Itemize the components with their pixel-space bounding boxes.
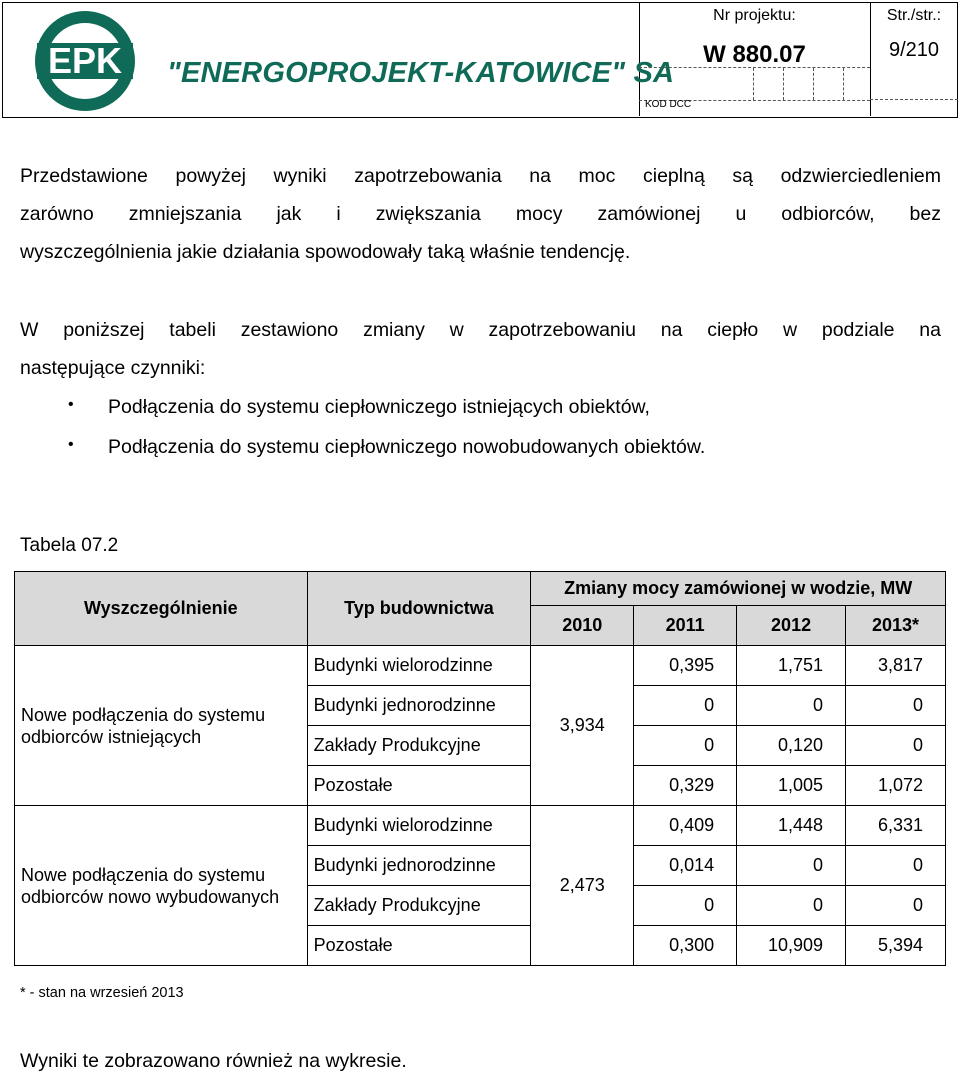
group-name: Nowe podłączenia do systemu odbiorców istniejących [15, 646, 308, 806]
bullet-item: • Podłączenia do systemu ciepłowniczego istniejących obiektów, [74, 396, 650, 419]
data-table [14, 571, 946, 966]
bullet-item: • Podłączenia do systemu ciepłowniczego nowobudowanych obiektów. [74, 436, 705, 459]
building-type: Pozostałe [307, 926, 531, 966]
epk-logo-icon [33, 9, 137, 113]
table-caption: Tabela 07.2 [20, 535, 119, 556]
value-cell: 5,394 [846, 926, 946, 966]
value-cell: 3,817 [846, 646, 946, 686]
project-box [639, 3, 871, 116]
company-name: "ENERGOPROJEKT-KATOWICE" SA [167, 57, 675, 89]
value-cell: 6,331 [846, 806, 946, 846]
logo-letters: EPK [47, 40, 123, 81]
building-type: Budynki jednorodzinne [307, 846, 531, 886]
value-cell: 0 [737, 886, 846, 926]
page-number: 9/210 [888, 39, 940, 61]
value-cell: 0,329 [634, 766, 737, 806]
value-cell: 0,300 [634, 926, 737, 966]
building-type: Budynki jednorodzinne [307, 686, 531, 726]
value-cell: 1,072 [846, 766, 946, 806]
paragraph-line: W poniższej tabeli zestawiono zmiany w zapotrzebowaniu na ciepło w podziale na [20, 319, 941, 341]
year-header: 2011 [634, 606, 737, 646]
year-header: 2013* [846, 606, 946, 646]
value-cell: 0 [846, 886, 946, 926]
value-cell: 0 [634, 686, 737, 726]
value-cell: 0 [634, 886, 737, 926]
building-type: Zakłady Produkcyjne [307, 726, 531, 766]
value-cell: 0,409 [634, 806, 737, 846]
paragraph-line: następujące czynniki: [20, 357, 206, 379]
paragraph-line: zarówno zmniejszania jak i zwiększania mocy zamówionej u odbiorców, bez [20, 203, 941, 225]
value-cell: 0 [846, 726, 946, 766]
building-type: Budynki wielorodzinne [307, 646, 531, 686]
value-cell: 1,005 [737, 766, 846, 806]
value-cell: 0,395 [634, 646, 737, 686]
table-footnote: * - stan na wrzesień 2013 [20, 985, 184, 1001]
value-cell: 1,448 [737, 806, 846, 846]
paragraph-1 [20, 157, 941, 271]
kod-grid [639, 67, 870, 101]
building-type: Pozostałe [307, 766, 531, 806]
value-2010: 3,934 [531, 646, 634, 806]
project-label: Nr projektu: [713, 7, 796, 24]
table-row [15, 646, 946, 686]
value-cell: 1,751 [737, 646, 846, 686]
value-2010: 2,473 [531, 806, 634, 966]
value-cell: 0 [737, 686, 846, 726]
table-row [15, 806, 946, 846]
paragraph-2 [20, 311, 941, 387]
group-name: Nowe podłączenia do systemu odbiorców nowo wybudowanych [15, 806, 308, 966]
value-cell: 10,909 [737, 926, 846, 966]
building-type: Budynki wielorodzinne [307, 806, 531, 846]
value-cell: 0,014 [634, 846, 737, 886]
value-cell: 0 [737, 846, 846, 886]
value-cell: 0 [634, 726, 737, 766]
value-cell: 0 [846, 686, 946, 726]
value-cell: 0 [846, 846, 946, 886]
page-label: Str./str.: [886, 7, 942, 24]
kod-dcc-label: KOD DCC [645, 99, 692, 110]
page-box [870, 3, 958, 116]
header-building-type: Typ budownictwa [307, 572, 531, 646]
project-number: W 880.07 [703, 41, 806, 68]
year-header: 2010 [531, 606, 634, 646]
paragraph-line: wyszczególnienia jakie działania spowodowały taką właśnie tendencję. [20, 241, 631, 263]
header-specification: Wyszczególnienie [15, 572, 308, 646]
closing-sentence: Wyniki te zobrazowano również na wykresie. [20, 1050, 407, 1072]
header-changes: Zmiany mocy zamówionej w wodzie, MW [531, 572, 946, 606]
paragraph-line: Przedstawione powyżej wyniki zapotrzebowania na moc cieplną są odzwierciedleniem [20, 165, 941, 187]
building-type: Zakłady Produkcyjne [307, 886, 531, 926]
value-cell: 0,120 [737, 726, 846, 766]
document-header [2, 2, 958, 118]
year-header: 2012 [737, 606, 846, 646]
